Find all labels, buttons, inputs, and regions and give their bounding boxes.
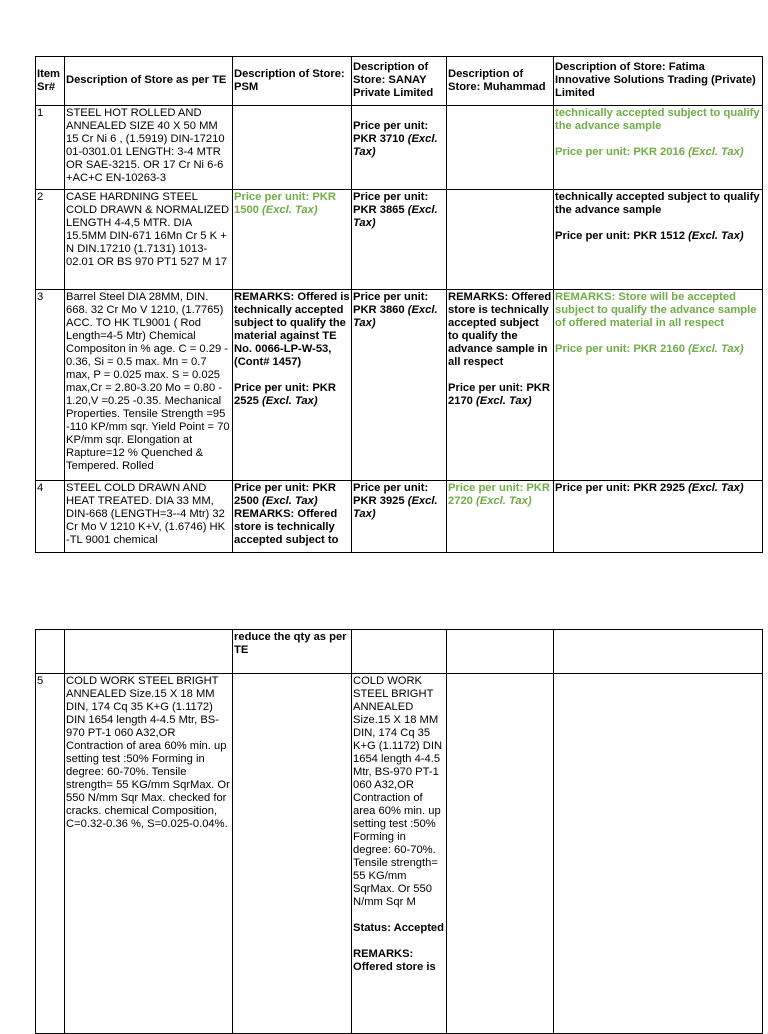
te-description: Barrel Steel DIA 28MM, DIN. 668. 32 Cr Mo V 1210, (1.7765) ACC. TO HK TL9001 ( Rod Length=4-5 Mtr) Chemical Compositon in % age. C = 0.29 - 0.36, Si = 0.5 max. Mn = 0.7 max, P = 0.025 max. S = 0.025 max,Cr = 2.80-3.20 Mo = 0.80 - 1.20,V =0.25 -0.35. Mechanical Properties. Tensile Strength =95 -110 KP/mm sqr. Yield Point = 70 KP/mm sqr. Elongation at Rapture=12 % Quenched & Tempered. Rolled	[65, 290, 233, 481]
muhammad-cell	[447, 674, 554, 1034]
fatima-price: Price per unit: PKR 2925	[555, 482, 685, 494]
item-sr: 3	[36, 290, 65, 481]
item-sr: 4	[36, 481, 65, 553]
psm-cell	[233, 290, 352, 481]
muhammad-cell	[447, 190, 554, 290]
fatima-remark: technically accepted subject to qualify the advance sample	[555, 107, 760, 132]
sanay-cell	[352, 481, 447, 553]
item-sr: 2	[36, 190, 65, 290]
psm-cell	[233, 481, 352, 553]
sanay-remark: REMARKS: Offered store is	[353, 948, 436, 973]
te-description: STEEL HOT ROLLED AND ANNEALED SIZE 40 X 50 MM 15 Cr Ni 6 , (1.5919) DIN-17210 01-0301.01 LENGTH: 3-4 MTR OR SAE-3215. OR 17 Cr Ni 6-6 +AC+C EN-10263-3	[65, 106, 233, 190]
fatima-remark: REMARKS: Store will be accepted subject to qualify the advance sample of offered material in all respect	[555, 291, 757, 329]
excl-tax: (Excl. Tax)	[688, 343, 744, 355]
psm-cell	[233, 190, 352, 290]
psm-remark: REMARKS: Offered is technically accepted subject to qualify the material against TE No. 0066-LP-W-53, (Cont# 1457)	[234, 291, 350, 368]
header-te: Description of Store as per TE	[65, 57, 233, 106]
psm-continuation: reduce the qty as per TE	[233, 630, 352, 674]
fatima-price: Price per unit: PKR 2160	[555, 343, 685, 355]
te-description: CASE HARDNING STEEL COLD DRAWN & NORMALIZED LENGTH 4-4,5 MTR. DIA 15.5MM DIN-671 16Mn Cr 5 K + N DIN.17210 (1.7131) 1013-02.01 OR BS 970 PT1 527 M 17	[65, 190, 233, 290]
excl-tax: (Excl. Tax)	[262, 395, 318, 407]
fatima-price: Price per unit: PKR 1512	[555, 230, 685, 242]
sanay-price: Price per unit: PKR 3860	[353, 291, 429, 316]
te-description: COLD WORK STEEL BRIGHT ANNEALED Size.15 X 18 MM DIN, 174 Cq 35 K+G (1.1172) DIN 1654 length 4-4.5 Mtr, BS-970 PT-1 060 A32,OR Contraction of area 60% min. up setting test :50% Forming in degree: 60-70%. Tensile strength= 55 KG/mm SqrMax. Or 550 N/mm Sqr Max. checked for cracks. chemical Composition, C=0.32-0.36 %, S=0.025-0.04%.	[65, 674, 233, 1034]
item-sr: 1	[36, 106, 65, 190]
muhammad-price: Price per unit: PKR 2170	[448, 382, 550, 407]
header-sanay: Description of Store: SANAY Private Limited	[352, 57, 447, 106]
fatima-cell	[554, 106, 763, 190]
table-row	[36, 481, 763, 553]
item-sr: 5	[36, 674, 65, 1034]
muhammad-price: Price per unit: PKR 2720	[448, 482, 550, 507]
psm-price: Price per unit: PKR 2525	[234, 382, 336, 407]
sanay-cell	[352, 290, 447, 481]
sanay-cell	[352, 106, 447, 190]
te-description: STEEL COLD DRAWN AND HEAT TREATED. DIA 33 MM, DIN-668 (LENGTH=3--4 Mtr) 32 Cr Mo V 1210 K+V, (1.6746) HK -TL 9001 chemical	[65, 481, 233, 553]
table-row	[36, 674, 763, 1034]
header-muhammad: Description of Store: Muhammad	[447, 57, 554, 106]
muhammad-cell	[447, 290, 554, 481]
excl-tax: (Excl. Tax)	[262, 495, 318, 507]
psm-remark: REMARKS: Offered store is technically accepted subject to	[234, 508, 339, 546]
psm-price: Price per unit: PKR 1500	[234, 191, 336, 216]
muhammad-remark: REMARKS: Offered store is technically accepted subject to qualify the advance sample in all respect	[448, 291, 552, 368]
excl-tax: (Excl. Tax)	[476, 395, 532, 407]
header-row	[36, 57, 763, 106]
excl-tax: (Excl. Tax)	[688, 230, 744, 242]
comparison-table	[35, 56, 763, 553]
psm-price: Price per unit: PKR 2500	[234, 482, 336, 507]
psm-cell	[233, 106, 352, 190]
excl-tax: (Excl. Tax)	[353, 133, 438, 158]
fatima-cell	[554, 674, 763, 1034]
excl-tax: (Excl. Tax)	[476, 495, 532, 507]
excl-tax: (Excl. Tax)	[353, 304, 438, 329]
header-psm: Description of Store: PSM	[233, 57, 352, 106]
psm-cell	[233, 674, 352, 1034]
sanay-price: Price per unit: PKR 3865	[353, 191, 429, 216]
sanay-price: Price per unit: PKR 3710	[353, 120, 429, 145]
table-row	[36, 290, 763, 481]
continuation-row	[36, 630, 763, 674]
sanay-description: COLD WORK STEEL BRIGHT ANNEALED Size.15 X 18 MM DIN, 174 Cq 35 K+G (1.1172) DIN 1654 length 4-4.5 Mtr, BS-970 PT-1 060 A32,OR Contraction of area 60% min. up setting test :50% Forming in degree: 60-70%. Tensile strength= 55 KG/mm SqrMax. Or 550 N/mm Sqr M	[353, 675, 443, 908]
fatima-price: Price per unit: PKR 2016	[555, 146, 685, 158]
header-item-sr: Item Sr#	[36, 57, 65, 106]
fatima-remark: technically accepted subject to qualify the advance sample	[555, 191, 760, 216]
muhammad-cell	[447, 481, 554, 553]
table-row	[36, 106, 763, 190]
header-fatima: Description of Store: Fatima Innovative Solutions Trading (Private) Limited	[554, 57, 763, 106]
excl-tax: (Excl. Tax)	[688, 482, 744, 494]
sanay-cell	[352, 674, 447, 1034]
excl-tax: (Excl. Tax)	[688, 146, 744, 158]
fatima-cell	[554, 290, 763, 481]
excl-tax: (Excl. Tax)	[262, 204, 318, 216]
sanay-price: Price per unit: PKR 3925	[353, 482, 429, 507]
muhammad-cell	[447, 106, 554, 190]
fatima-cell	[554, 190, 763, 290]
excl-tax: (Excl. Tax)	[353, 204, 438, 229]
fatima-cell	[554, 481, 763, 553]
sanay-status: Status: Accepted	[353, 922, 444, 934]
excl-tax: (Excl. Tax)	[353, 495, 438, 520]
table-row	[36, 190, 763, 290]
sanay-cell	[352, 190, 447, 290]
comparison-table-continued	[35, 629, 763, 1034]
